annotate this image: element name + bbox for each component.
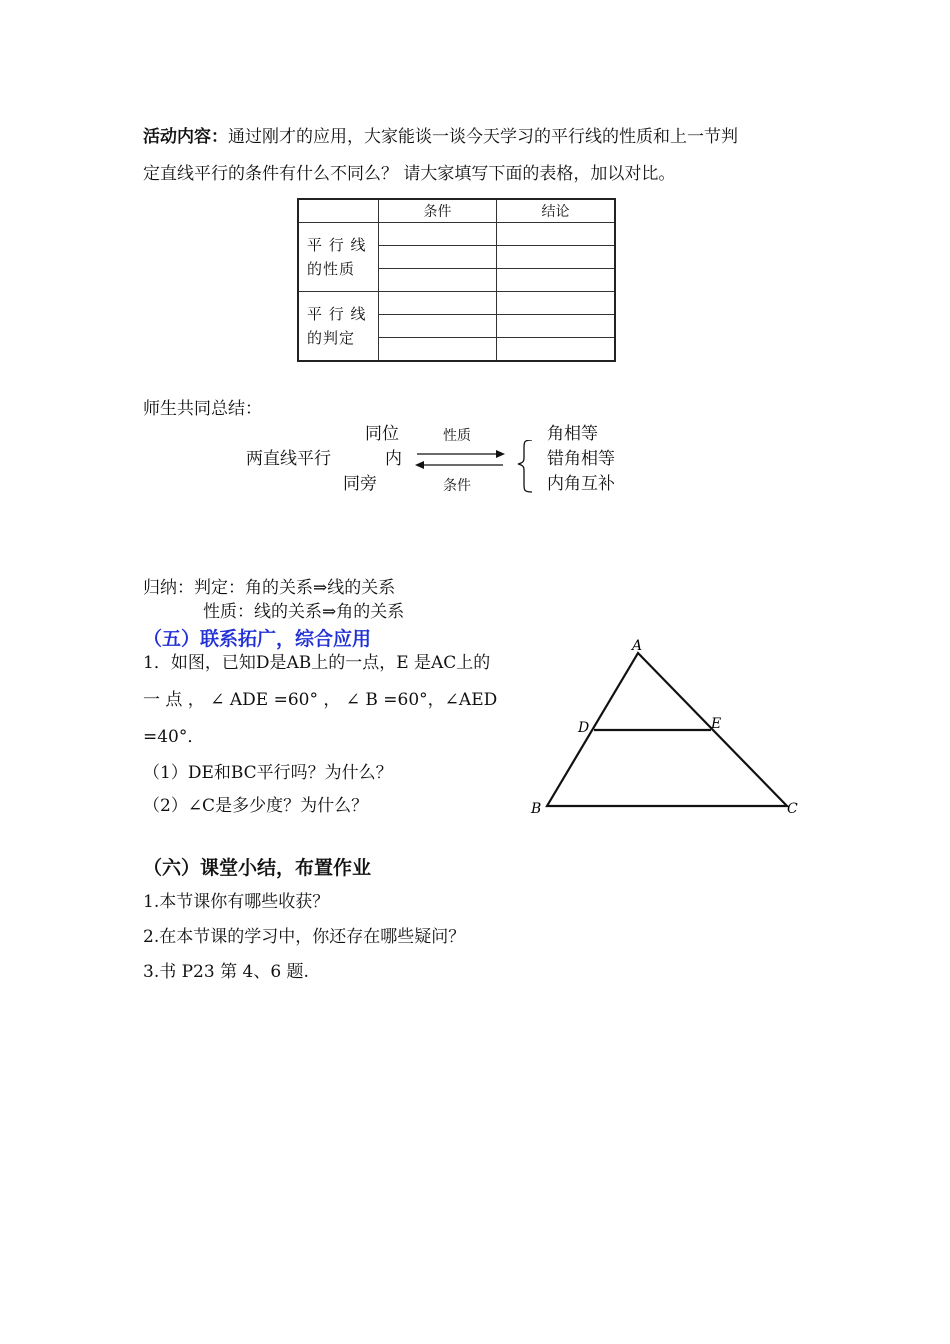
row-head-line: 平 行 线 bbox=[307, 305, 367, 323]
table-header-condition: 条件 bbox=[379, 199, 497, 223]
problem-line3: =40°． bbox=[143, 727, 205, 747]
activity-paragraph-line2: 定直线平行的条件有什么不同么？ 请大家填写下面的表格，加以对比。 bbox=[143, 164, 676, 184]
problem-line1: 1．如图，已知D是AB上的一点，E 是AC上的 bbox=[143, 653, 491, 673]
point-label-d: D bbox=[578, 720, 590, 736]
comparison-table bbox=[297, 198, 616, 362]
row-head-line: 的判定 bbox=[307, 329, 356, 347]
point-label-e: E bbox=[711, 716, 722, 732]
arrow-label-property: 性质 bbox=[443, 428, 471, 444]
summary-bottom-word: 同旁 bbox=[343, 474, 377, 494]
summary-label: 师生共同总结： bbox=[143, 399, 262, 419]
summary-right-1: 角相等 bbox=[547, 424, 598, 444]
question-1: （1）DE和BC平行吗？为什么？ bbox=[143, 763, 393, 783]
activity-paragraph-line1 bbox=[143, 126, 738, 148]
table-header-conclusion: 结论 bbox=[497, 199, 616, 223]
table-cell-conclusion[interactable] bbox=[497, 292, 616, 362]
summary-arrows-brace bbox=[410, 440, 540, 500]
induction-line1: 归纳：判定：角的关系⇒线的关系 bbox=[143, 578, 396, 598]
arrow-left-head bbox=[415, 461, 424, 469]
arrow-label-condition: 条件 bbox=[443, 478, 471, 494]
table-row-head-judgement bbox=[298, 292, 379, 362]
table-cell-condition[interactable] bbox=[379, 292, 497, 362]
question-2: （2）∠C是多少度？为什么？ bbox=[143, 796, 369, 816]
arrow-right-head bbox=[496, 450, 505, 458]
activity-label: 活动内容： bbox=[143, 127, 228, 147]
activity-text-1: 通过刚才的应用，大家能谈一谈今天学习的平行线的性质和上一节判 bbox=[228, 127, 738, 147]
table-header-empty bbox=[298, 199, 379, 223]
triangle-figure bbox=[525, 633, 810, 823]
section5-title: （五）联系拓广，综合应用 bbox=[143, 628, 372, 650]
homework-item-3: 3.书 P23 第 4、6 题. bbox=[143, 962, 309, 982]
vertex-label-c: C bbox=[787, 801, 798, 817]
section6-title: （六）课堂小结，布置作业 bbox=[143, 857, 372, 879]
summary-right-2: 错角相等 bbox=[547, 449, 615, 469]
row-head-line: 的性质 bbox=[307, 260, 356, 278]
brace-icon bbox=[518, 440, 532, 492]
table-cell-condition[interactable] bbox=[379, 223, 497, 292]
summary-right-3: 内角互补 bbox=[547, 474, 615, 494]
table-cell-conclusion[interactable] bbox=[497, 223, 616, 292]
homework-item-1: 1.本节课你有哪些收获？ bbox=[143, 892, 330, 912]
summary-left-word: 两直线平行 bbox=[246, 449, 331, 469]
induction-line2: 性质：线的关系⇒角的关系 bbox=[203, 602, 405, 622]
problem-line2: 一 点 ， ∠ ADE =60° ， ∠ B =60°，∠AED bbox=[143, 690, 498, 710]
vertex-label-a: A bbox=[632, 638, 643, 654]
table-row-head-property bbox=[298, 223, 379, 292]
homework-item-2: 2.在本节课的学习中，你还存在哪些疑问？ bbox=[143, 927, 466, 947]
summary-top-word: 同位 bbox=[365, 424, 399, 444]
row-head-line: 平 行 线 bbox=[307, 236, 367, 254]
vertex-label-b: B bbox=[531, 801, 542, 817]
summary-mid-word: 内 bbox=[385, 449, 402, 469]
